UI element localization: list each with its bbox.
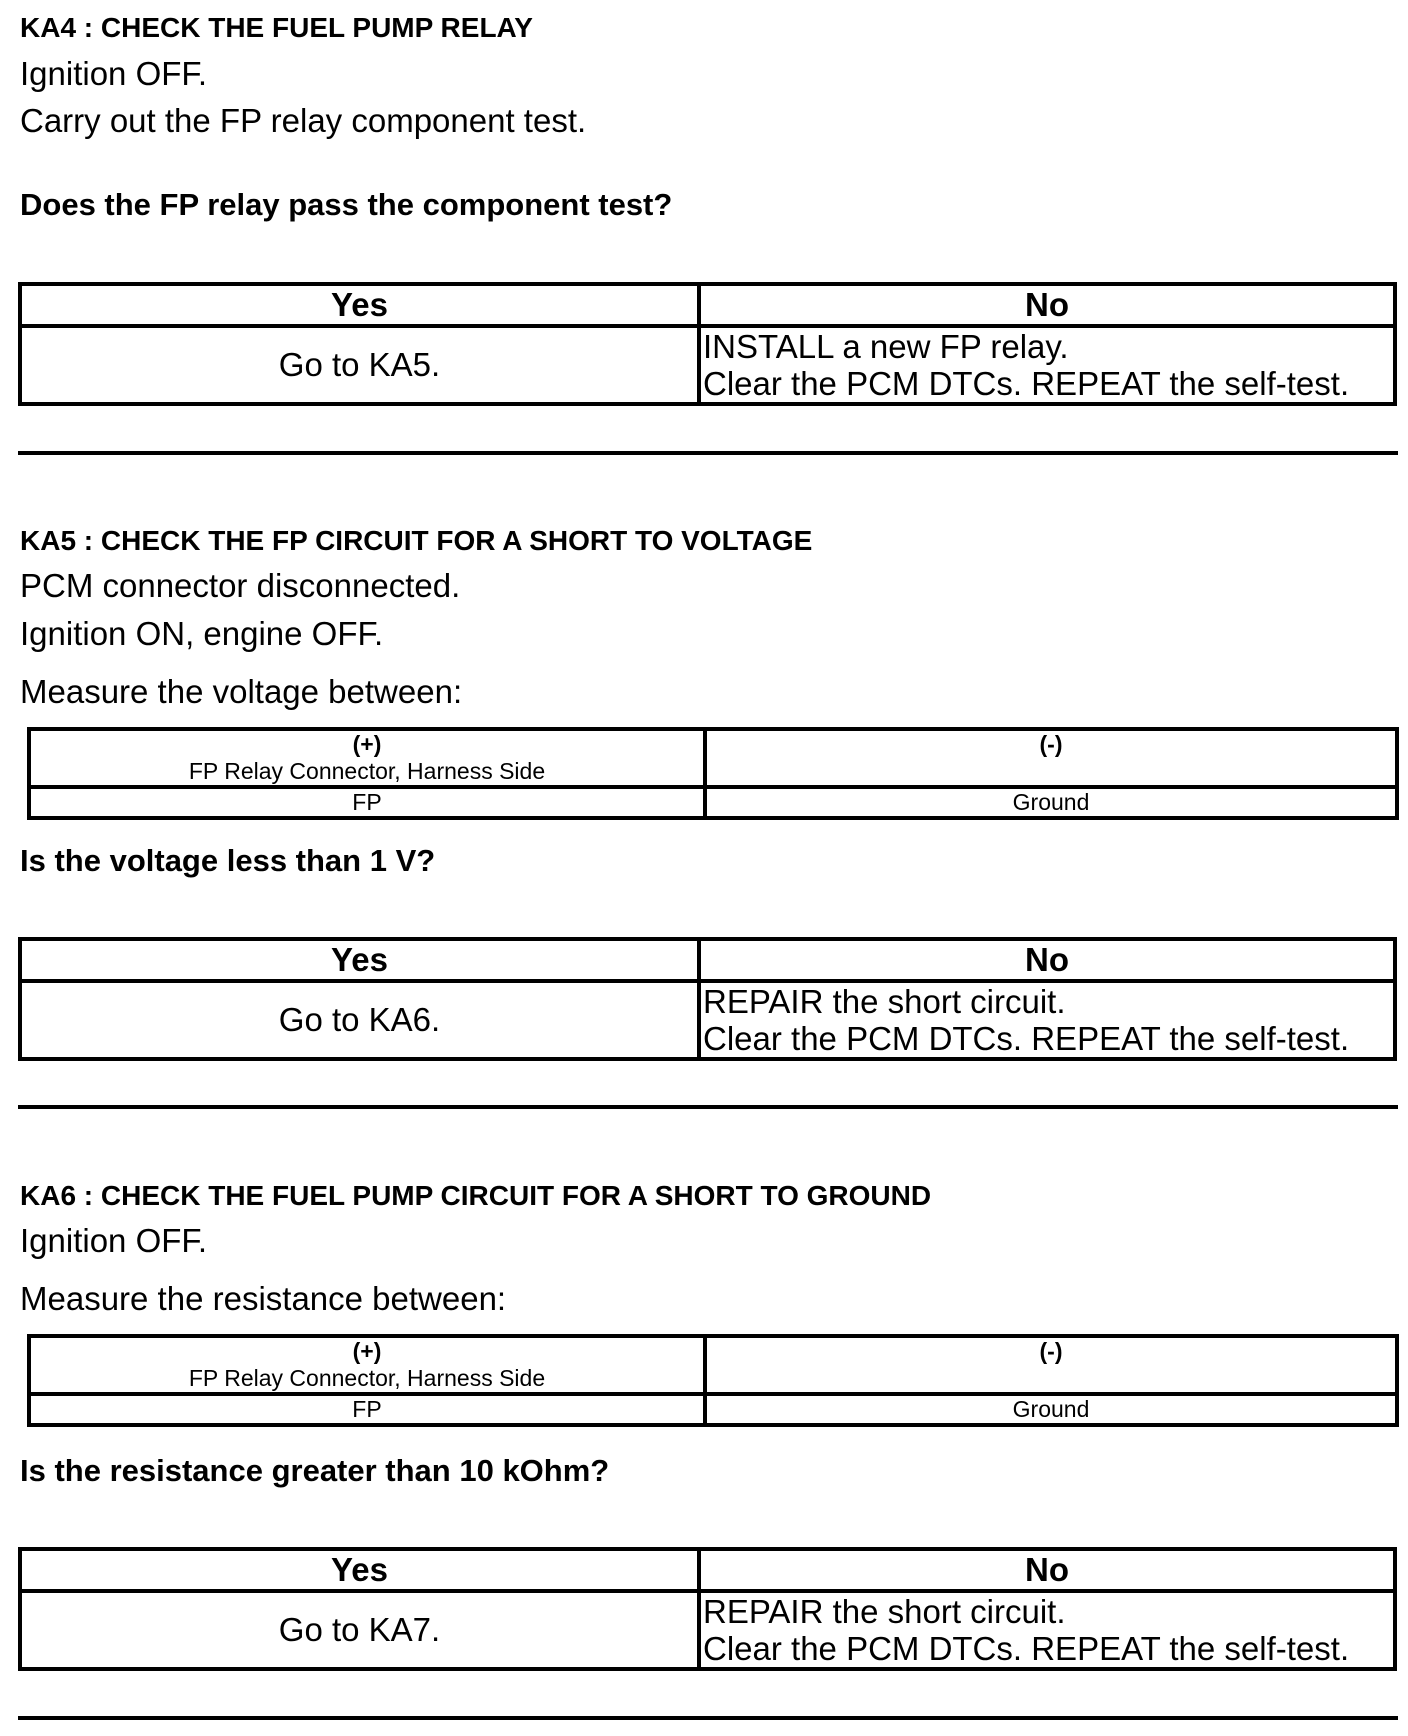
no-action-line: Clear the PCM DTCs. REPEAT the self-test. bbox=[703, 1020, 1350, 1057]
step-heading-ka4: KA4 : CHECK THE FUEL PUMP RELAY bbox=[20, 12, 533, 43]
positive-lead-header: (+) bbox=[352, 731, 382, 757]
yes-header: Yes bbox=[20, 284, 699, 326]
result-table bbox=[18, 1547, 1397, 1671]
instruction-line: Carry out the FP relay component test. bbox=[20, 102, 587, 139]
negative-lead-cell bbox=[705, 729, 1397, 787]
negative-lead-header: (-) bbox=[1039, 731, 1063, 757]
negative-lead-value: Ground bbox=[705, 1394, 1397, 1425]
instruction-line: Ignition OFF. bbox=[20, 1222, 208, 1259]
step-question: Does the FP relay pass the component test? bbox=[20, 187, 673, 222]
negative-lead-cell bbox=[705, 1336, 1397, 1394]
yes-action: Go to KA5. bbox=[20, 326, 699, 404]
result-table bbox=[18, 937, 1397, 1061]
no-header: No bbox=[699, 1549, 1395, 1591]
positive-lead-cell bbox=[29, 729, 705, 787]
instruction-line: Measure the resistance between: bbox=[20, 1280, 507, 1317]
positive-lead-value: FP bbox=[29, 787, 705, 818]
positive-lead-header: (+) bbox=[352, 1338, 382, 1364]
negative-lead-header: (-) bbox=[1039, 1338, 1063, 1364]
measurement-table bbox=[27, 1334, 1399, 1427]
yes-action: Go to KA7. bbox=[20, 1591, 699, 1669]
section-divider bbox=[18, 1105, 1398, 1109]
yes-action: Go to KA6. bbox=[20, 981, 699, 1059]
result-table bbox=[18, 282, 1397, 406]
negative-lead-value: Ground bbox=[705, 787, 1397, 818]
positive-lead-value: FP bbox=[29, 1394, 705, 1425]
step-question: Is the resistance greater than 10 kOhm? bbox=[20, 1453, 610, 1488]
section-divider bbox=[18, 451, 1398, 455]
instruction-line: Ignition ON, engine OFF. bbox=[20, 615, 384, 652]
no-header: No bbox=[699, 939, 1395, 981]
no-action-line: Clear the PCM DTCs. REPEAT the self-test. bbox=[703, 365, 1350, 402]
no-action bbox=[699, 1591, 1395, 1669]
measurement-table bbox=[27, 727, 1399, 820]
step-heading-ka5: KA5 : CHECK THE FP CIRCUIT FOR A SHORT TO VOLTAGE bbox=[20, 525, 813, 556]
positive-lead-location: FP Relay Connector, Harness Side bbox=[188, 758, 546, 784]
instruction-line: PCM connector disconnected. bbox=[20, 567, 461, 604]
yes-header: Yes bbox=[20, 939, 699, 981]
positive-lead-location: FP Relay Connector, Harness Side bbox=[188, 1365, 546, 1391]
no-action-line: Clear the PCM DTCs. REPEAT the self-test. bbox=[703, 1630, 1350, 1667]
no-action bbox=[699, 981, 1395, 1059]
section-divider bbox=[18, 1716, 1398, 1720]
step-heading-ka6: KA6 : CHECK THE FUEL PUMP CIRCUIT FOR A SHORT TO GROUND bbox=[20, 1180, 932, 1211]
no-header: No bbox=[699, 284, 1395, 326]
positive-lead-cell bbox=[29, 1336, 705, 1394]
no-action-line: INSTALL a new FP relay. bbox=[703, 328, 1069, 365]
no-action bbox=[699, 326, 1395, 404]
instruction-line: Measure the voltage between: bbox=[20, 673, 463, 710]
no-action-line: REPAIR the short circuit. bbox=[703, 1593, 1066, 1630]
yes-header: Yes bbox=[20, 1549, 699, 1591]
no-action-line: REPAIR the short circuit. bbox=[703, 983, 1066, 1020]
step-question: Is the voltage less than 1 V? bbox=[20, 843, 436, 878]
instruction-line: Ignition OFF. bbox=[20, 55, 208, 92]
